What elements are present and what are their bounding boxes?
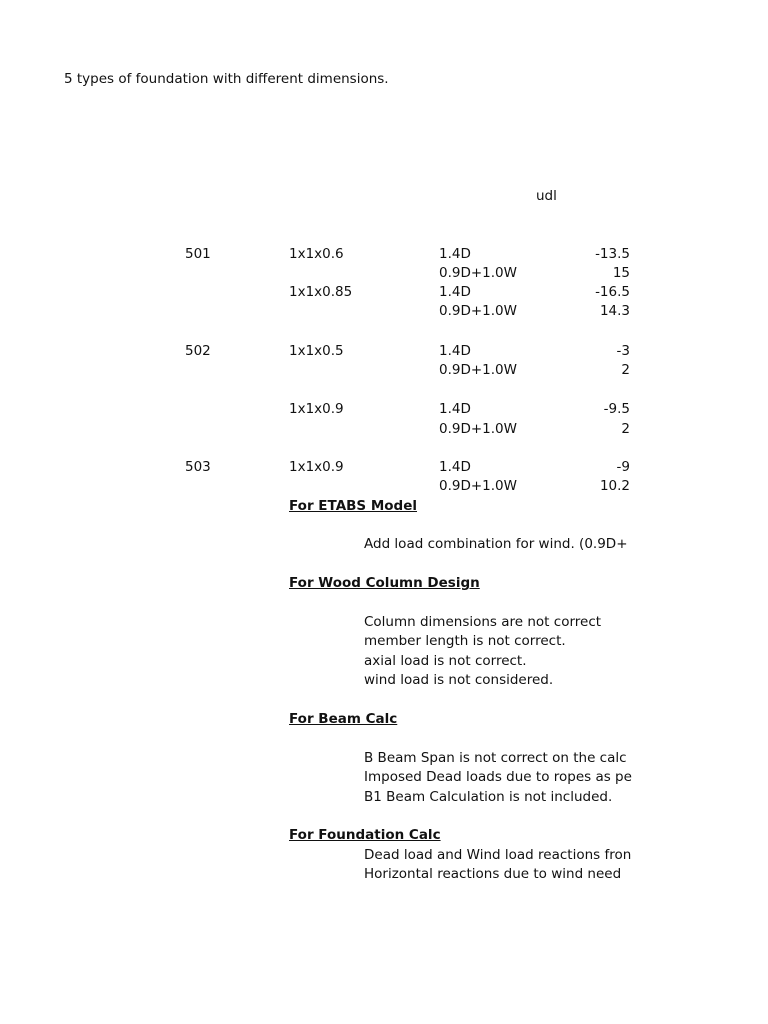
- foundation-id: 501: [185, 246, 211, 262]
- foundation-dims: 1x1x0.9: [289, 401, 344, 417]
- udl-value: -13.5: [595, 246, 630, 262]
- load-combo: 1.4D: [439, 343, 471, 359]
- foundation-dims: 1x1x0.9: [289, 459, 344, 475]
- udl-value: 15: [612, 265, 630, 281]
- udl-value: -9: [616, 459, 630, 475]
- note-line: axial load is not correct.: [364, 653, 527, 669]
- note-line: Imposed Dead loads due to ropes as pe: [364, 769, 632, 785]
- udl-value: -9.5: [603, 401, 630, 417]
- load-combo: 0.9D+1.0W: [439, 478, 517, 494]
- udl-value: 10.2: [599, 478, 630, 494]
- load-combo: 0.9D+1.0W: [439, 303, 517, 319]
- foundation-dims: 1x1x0.6: [289, 246, 344, 262]
- load-combo: 1.4D: [439, 284, 471, 300]
- note-line: Horizontal reactions due to wind need: [364, 866, 622, 882]
- note-line: B1 Beam Calculation is not included.: [364, 789, 613, 805]
- note-line: member length is not correct.: [364, 633, 566, 649]
- foundation-dims: 1x1x0.85: [289, 284, 353, 300]
- load-combo: 0.9D+1.0W: [439, 362, 517, 378]
- section-heading-beam-calc: For Beam Calc: [289, 711, 398, 727]
- note-line: Add load combination for wind. (0.9D+: [364, 536, 628, 552]
- foundation-dims: 1x1x0.5: [289, 343, 344, 359]
- load-combo: 1.4D: [439, 459, 471, 475]
- foundation-id: 503: [185, 459, 211, 475]
- note-line: Column dimensions are not correct: [364, 614, 602, 630]
- section-heading-foundation-calc: For Foundation Calc: [289, 827, 441, 843]
- udl-column-header: udl: [536, 188, 557, 204]
- load-combo: 1.4D: [439, 401, 471, 417]
- section-heading-etabs: For ETABS Model: [289, 498, 418, 514]
- note-line: B Beam Span is not correct on the calc: [364, 750, 627, 766]
- load-combo: 0.9D+1.0W: [439, 265, 517, 281]
- udl-value: 2: [621, 421, 630, 437]
- foundation-id: 502: [185, 343, 211, 359]
- udl-value: 2: [621, 362, 630, 378]
- note-line: wind load is not considered.: [364, 672, 554, 688]
- section-heading-wood-column: For Wood Column Design: [289, 575, 480, 591]
- load-combo: 1.4D: [439, 246, 471, 262]
- note-line: Dead load and Wind load reactions fron: [364, 847, 632, 863]
- load-combo: 0.9D+1.0W: [439, 421, 517, 437]
- udl-value: -3: [616, 343, 630, 359]
- intro-text: 5 types of foundation with different dimensions.: [64, 71, 389, 87]
- udl-value: -16.5: [595, 284, 630, 300]
- udl-value: 14.3: [599, 303, 630, 319]
